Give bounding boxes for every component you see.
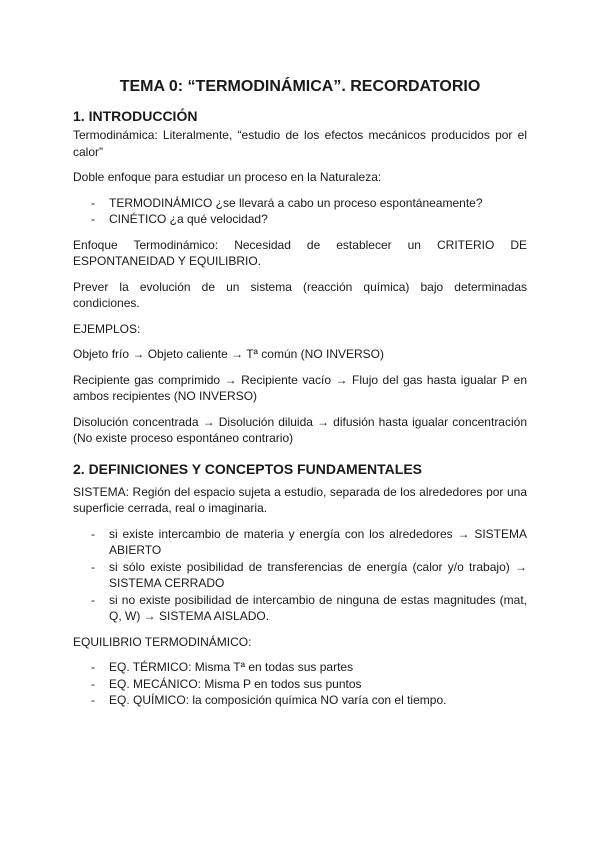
document-page: [73, 78, 527, 718]
list-item: [73, 211, 527, 228]
list-item: [73, 659, 527, 676]
sistema-list: [73, 526, 527, 625]
list-item-text: EQ. MECÁNICO: Misma P en todos sus puntos: [109, 676, 362, 691]
list-item: [73, 195, 527, 212]
list-item-text: EQ. TÉRMICO: Misma Tª en todas sus partes: [109, 660, 354, 674]
section-heading-introduccion: 1. INTRODUCCIÓN: [73, 108, 198, 124]
bullet-dash: -: [91, 676, 95, 691]
equilibrio-list: [73, 659, 527, 709]
bullet-dash: -: [91, 592, 95, 607]
list-item: [73, 592, 527, 625]
bullet-dash: -: [91, 559, 95, 574]
bullet-dash: -: [91, 693, 95, 707]
ejemplo-paragraph: Disolución concentrada → Disolución diluida → difusión hasta igualar concentración (No existe proceso espontáneo contrario): [73, 414, 527, 445]
list-item-text: CINÉTICO ¿a qué velocidad?: [109, 212, 268, 226]
definition-paragraph: Termodinámica: Literalmente, “estudio de los efectos mecánicos producidos por el calor”: [73, 128, 527, 159]
doble-enfoque-paragraph: Doble enfoque para estudiar un proceso en la Naturaleza:: [73, 170, 382, 184]
enfoque-list: [73, 195, 527, 228]
bullet-dash: -: [91, 195, 95, 210]
bullet-dash: -: [91, 660, 95, 674]
list-item-text: si no existe posibilidad de intercambio de ninguna de estas magnitudes (mat, Q, W) → SISTEMA AISLADO.: [109, 592, 527, 623]
list-item-text: si sólo existe posibilidad de transferencias de energía (calor y/o trabajo) → SISTEMA CERRADO: [109, 559, 527, 590]
list-item: [73, 692, 527, 709]
page-title: TEMA 0: “TERMODINÁMICA”. RECORDATORIO: [119, 78, 481, 95]
bullet-dash: -: [91, 212, 95, 226]
list-item-text: si existe intercambio de materia y energía con los alrededores → SISTEMA ABIERTO: [109, 526, 527, 557]
ejemplos-label: EJEMPLOS:: [73, 321, 141, 336]
bullet-dash: -: [91, 526, 95, 541]
sistema-paragraph: SISTEMA: Región del espacio sujeta a estudio, separada de los alrededores por una superficie cerrada, real o imaginaria.: [73, 484, 527, 515]
list-item-text: EQ. QUÍMICO: la composición química NO varía con el tiempo.: [109, 693, 447, 707]
section-heading-definiciones: 2. DEFINICIONES Y CONCEPTOS FUNDAMENTALES: [73, 460, 423, 477]
list-item-text: TERMODINÁMICO ¿se llevará a cabo un proceso espontáneamente?: [109, 195, 483, 210]
list-item: [73, 526, 527, 559]
list-item: [73, 676, 527, 693]
enfoque-paragraph: Enfoque Termodinámico: Necesidad de establecer un CRITERIO DE ESPONTANEIDAD Y EQUILIBRIO.: [73, 237, 527, 268]
ejemplo-paragraph: Recipiente gas comprimido → Recipiente vacío → Flujo del gas hasta igualar P en ambos recipientes (NO INVERSO): [73, 372, 527, 403]
prever-paragraph: Prever la evolución de un sistema (reacción química) bajo determinadas condiciones.: [73, 279, 527, 310]
ejemplo-paragraph: Objeto frío → Objeto caliente → Tª común (NO INVERSO): [73, 347, 384, 361]
list-item: [73, 559, 527, 592]
equilibrio-label: EQUILIBRIO TERMODINÁMICO:: [73, 634, 252, 649]
